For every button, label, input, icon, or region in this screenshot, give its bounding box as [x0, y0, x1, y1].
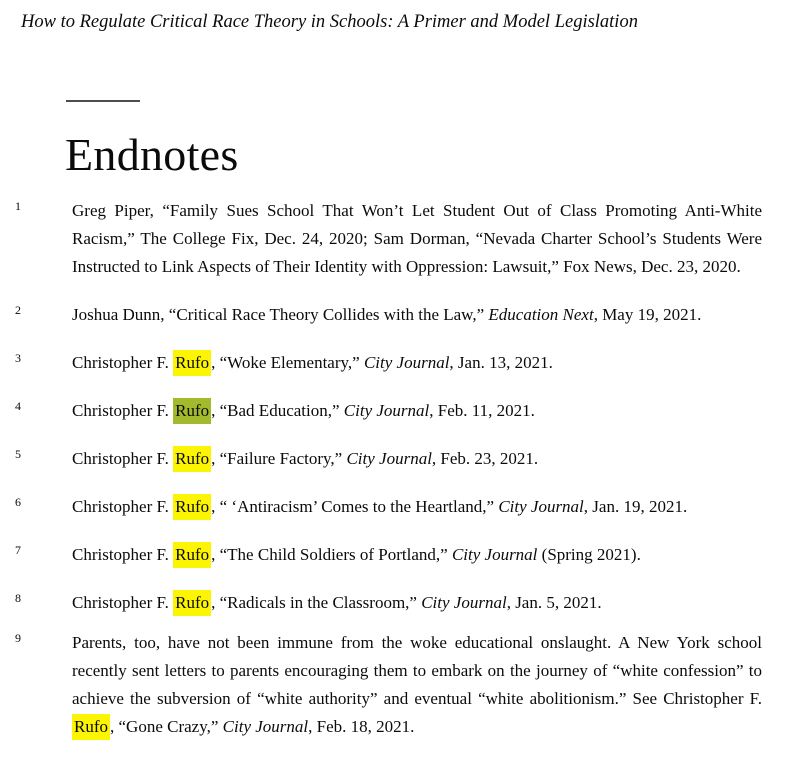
- section-title: Endnotes: [65, 129, 239, 180]
- journal-name: City Journal: [343, 401, 430, 420]
- endnote-item: [0, 397, 802, 425]
- note-text-segment: , “Gone Crazy,”: [110, 717, 223, 736]
- note-text-segment: (Spring 2021).: [537, 545, 641, 564]
- endnote-item: [0, 445, 802, 473]
- note-text-segment: , “Radicals in the Classroom,”: [211, 593, 422, 612]
- note-text-segment: Christopher F.: [72, 401, 174, 420]
- note-text: [72, 301, 762, 329]
- note-text-segment: , Feb. 11, 2021.: [429, 401, 535, 420]
- search-highlight-match: Rufo: [173, 494, 211, 520]
- note-text-segment: Christopher F.: [72, 353, 174, 372]
- note-number: 4: [15, 399, 21, 413]
- note-number: 9: [15, 631, 21, 645]
- journal-name: Education Next: [488, 305, 594, 324]
- journal-name: City Journal: [451, 545, 538, 564]
- journal-name: City Journal: [222, 717, 309, 736]
- note-text-segment: , “The Child Soldiers of Portland,”: [211, 545, 452, 564]
- note-text-segment: Parents, too, have not been immune from the woke educational onslaught. A New York school recently sent letters to parents encouraging them to embark on the journey of “white confession” to achieve the subversion of “white authority” and eventual “white abolitionism.” See Christopher F.: [72, 633, 762, 708]
- endnote-item: [0, 493, 802, 521]
- note-text-segment: Christopher F.: [72, 593, 174, 612]
- note-text-segment: , “Woke Elementary,”: [211, 353, 364, 372]
- note-text-segment: , “ ‘Antiracism’ Comes to the Heartland,”: [211, 497, 499, 516]
- note-text: [72, 541, 762, 569]
- endnote-item: [0, 301, 802, 329]
- note-text: [72, 629, 762, 741]
- note-text-segment: Joshua Dunn, “Critical Race Theory Collides with the Law,”: [72, 305, 489, 324]
- search-highlight-match: Rufo: [173, 542, 211, 568]
- note-number: 3: [15, 351, 21, 365]
- note-text-segment: , Feb. 18, 2021.: [308, 717, 415, 736]
- note-text-segment: , Jan. 19, 2021.: [583, 497, 688, 516]
- note-number: 6: [15, 495, 21, 509]
- endnote-item: [0, 349, 802, 377]
- note-text-segment: Christopher F.: [72, 545, 174, 564]
- note-number: 7: [15, 543, 21, 557]
- note-text: [72, 197, 762, 281]
- note-text-segment: , Jan. 5, 2021.: [506, 593, 602, 612]
- note-text: [72, 397, 762, 425]
- endnote-item: [0, 629, 802, 741]
- note-text-segment: Christopher F.: [72, 449, 174, 468]
- search-highlight-match: Rufo: [173, 446, 211, 472]
- endnote-item: [0, 589, 802, 617]
- note-text-segment: , “Bad Education,”: [211, 401, 344, 420]
- note-number: 2: [15, 303, 21, 317]
- search-highlight-match: Rufo: [173, 350, 211, 376]
- search-highlight-match: Rufo: [173, 590, 211, 616]
- note-number: 5: [15, 447, 21, 461]
- journal-name: City Journal: [346, 449, 432, 468]
- note-text: [72, 349, 762, 377]
- search-highlight-match: Rufo: [72, 714, 110, 740]
- endnote-item: [0, 541, 802, 569]
- search-highlight-current-match: Rufo: [173, 398, 211, 424]
- note-number: 8: [15, 591, 21, 605]
- section-divider-rule: [66, 100, 140, 102]
- note-text: [72, 589, 762, 617]
- note-text: [72, 493, 762, 521]
- journal-name: City Journal: [421, 593, 507, 612]
- note-text-segment: , Jan. 13, 2021.: [449, 353, 553, 372]
- note-text-segment: Greg Piper, “Family Sues School That Won’t Let Student Out of Class Promoting Anti-White Racism,” The College Fix, Dec. 24, 2020; Sam Dorman, “Nevada Charter School’s Students Were Instructed to Link Aspects of Their Identity with Oppression: Lawsuit,” Fox News, Dec. 23, 2020.: [72, 201, 762, 276]
- note-text-segment: , May 19, 2021.: [593, 305, 702, 324]
- note-text-segment: , “Failure Factory,”: [211, 449, 347, 468]
- note-text-segment: , Feb. 23, 2021.: [431, 449, 539, 468]
- running-head: How to Regulate Critical Race Theory in Schools: A Primer and Model Legislation: [21, 12, 638, 32]
- endnote-item: [0, 197, 802, 281]
- journal-name: City Journal: [498, 497, 584, 516]
- endnotes-list: [0, 197, 802, 761]
- note-text-segment: Christopher F.: [72, 497, 174, 516]
- journal-name: City Journal: [363, 353, 450, 372]
- note-number: 1: [15, 199, 21, 213]
- note-text: [72, 445, 762, 473]
